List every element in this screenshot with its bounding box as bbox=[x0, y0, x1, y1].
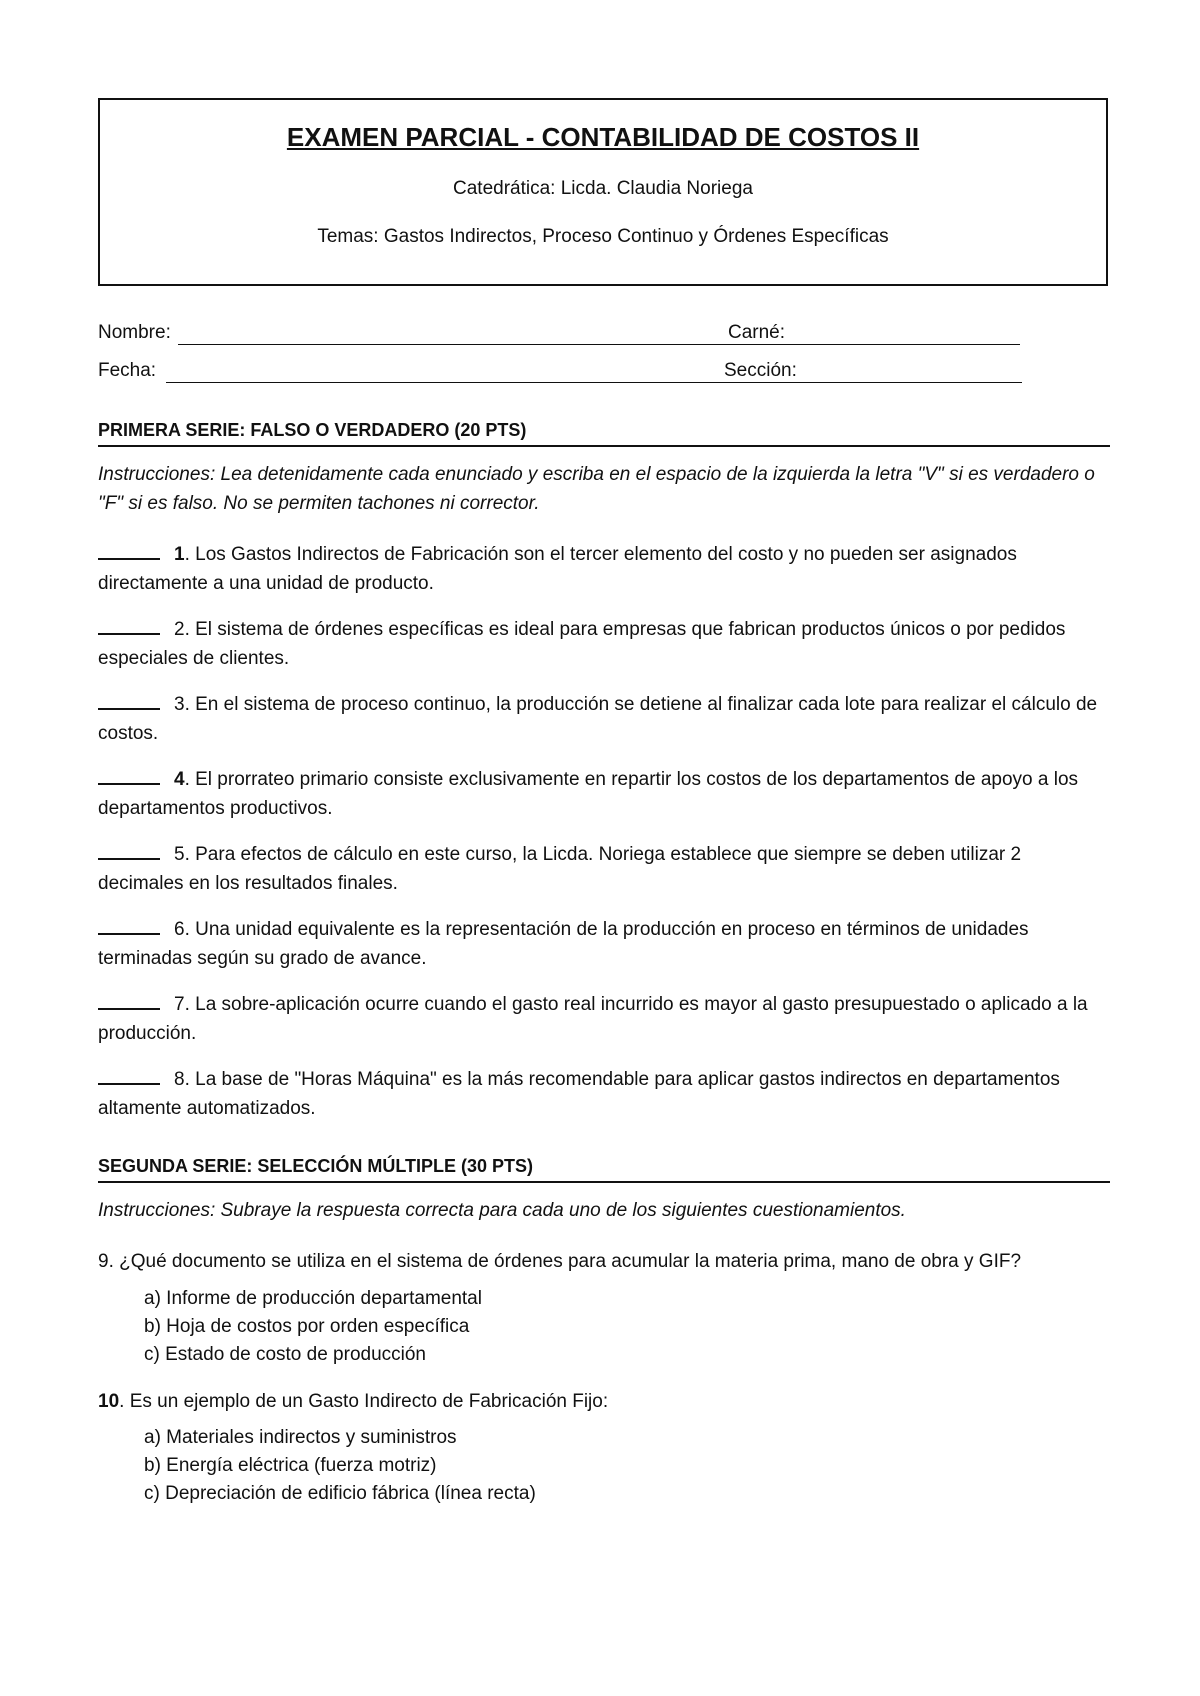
section-field[interactable] bbox=[814, 382, 1022, 383]
mc-option[interactable]: b) Energía eléctrica (fuerza motriz) bbox=[144, 1455, 437, 1476]
mc-options-9 bbox=[144, 1285, 482, 1369]
exam-title: EXAMEN PARCIAL - CONTABILIDAD DE COSTOS II bbox=[286, 122, 920, 152]
name-field[interactable] bbox=[178, 344, 820, 345]
tf-item-8: 8. La base de "Horas Máquina" es la más recomendable para aplicar gastos indirectos en departamentos altamente automatizados. bbox=[98, 1069, 1060, 1119]
tf-item-4: 4. El prorrateo primario consiste exclusivamente en repartir los costos de los departamentos de apoyo a los departamentos productivos. bbox=[98, 769, 1079, 819]
answer-blank[interactable] bbox=[98, 857, 160, 860]
carne-field[interactable] bbox=[814, 344, 1020, 345]
answer-blank[interactable] bbox=[98, 557, 160, 560]
teacher-line: Catedrática: Licda. Claudia Noriega bbox=[453, 178, 753, 199]
answer-blank[interactable] bbox=[98, 782, 160, 785]
mc-option[interactable]: c) Depreciación de edificio fábrica (línea recta) bbox=[144, 1483, 536, 1504]
series2-instructions: Instrucciones: Subraye la respuesta correcta para cada uno de los siguientes cuestionamientos. bbox=[98, 1200, 906, 1221]
mc-question-9: 9. ¿Qué documento se utiliza en el sistema de órdenes para acumular la materia prima, mano de obra y GIF? bbox=[98, 1251, 1022, 1272]
carne-label: Carné: bbox=[728, 322, 786, 343]
series1-instructions: Instrucciones: Lea detenidamente cada enunciado y escriba en el espacio de la izquierda la letra "V" si es verdadero o "F" si es falso. No se permiten tachones ni corrector. bbox=[98, 464, 1095, 514]
answer-blank[interactable] bbox=[98, 1082, 160, 1085]
mc-options-10 bbox=[144, 1424, 536, 1508]
date-label: Fecha: bbox=[98, 360, 157, 381]
topics-line: Temas: Gastos Indirectos, Proceso Continuo y Órdenes Específicas bbox=[317, 226, 889, 247]
date-section-row bbox=[98, 360, 1108, 386]
mc-option[interactable]: b) Hoja de costos por orden específica bbox=[144, 1316, 470, 1337]
name-label: Nombre: bbox=[98, 322, 171, 343]
answer-blank[interactable] bbox=[98, 1007, 160, 1010]
tf-item-7: 7. La sobre-aplicación ocurre cuando el gasto real incurrido es mayor al gasto presupuestado o aplicado a la producción. bbox=[98, 994, 1088, 1044]
name-carne-row bbox=[98, 322, 1108, 348]
answer-blank[interactable] bbox=[98, 707, 160, 710]
tf-item-1: 1. Los Gastos Indirectos de Fabricación son el tercer elemento del costo y no pueden ser asignados directamente a una unidad de producto. bbox=[98, 544, 1017, 594]
exam-header-box bbox=[98, 98, 1108, 286]
section-label: Sección: bbox=[724, 360, 797, 381]
tf-item-2: 2. El sistema de órdenes específicas es ideal para empresas que fabrican productos únicos o por pedidos especiales de clientes. bbox=[98, 619, 1066, 669]
mc-option[interactable]: a) Materiales indirectos y suministros bbox=[144, 1427, 457, 1448]
tf-item-3: 3. En el sistema de proceso continuo, la producción se detiene al finalizar cada lote para realizar el cálculo de costos. bbox=[98, 694, 1098, 744]
date-field[interactable] bbox=[166, 382, 816, 383]
series1-title: PRIMERA SERIE: FALSO O VERDADERO (20 PTS) bbox=[98, 420, 1110, 447]
mc-question-10: 10. Es un ejemplo de un Gasto Indirecto de Fabricación Fijo: bbox=[98, 1391, 609, 1412]
series2-title: SEGUNDA SERIE: SELECCIÓN MÚLTIPLE (30 PTS) bbox=[98, 1156, 1110, 1183]
answer-blank[interactable] bbox=[98, 632, 160, 635]
mc-option[interactable]: c) Estado de costo de producción bbox=[144, 1344, 427, 1365]
mc-option[interactable]: a) Informe de producción departamental bbox=[144, 1288, 482, 1309]
tf-item-6: 6. Una unidad equivalente es la representación de la producción en proceso en términos de unidades terminadas según su grado de avance. bbox=[98, 919, 1029, 969]
answer-blank[interactable] bbox=[98, 932, 160, 935]
tf-item-5: 5. Para efectos de cálculo en este curso, la Licda. Noriega establece que siempre se deben utilizar 2 decimales en los resultados finales. bbox=[98, 844, 1022, 894]
